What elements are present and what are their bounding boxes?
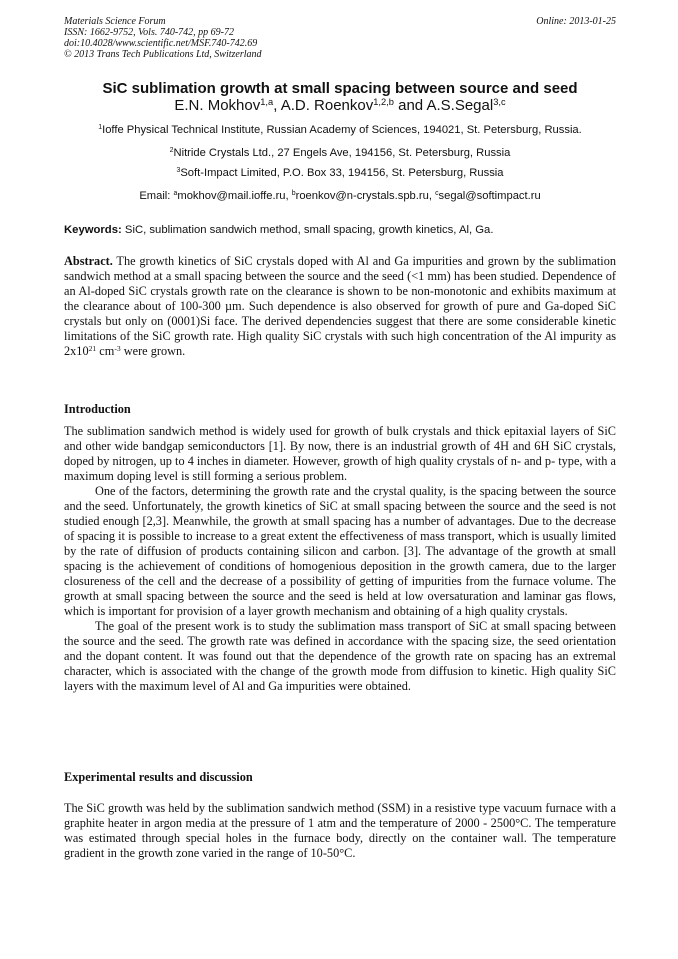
author-name: E.N. Mokhov: [174, 97, 261, 114]
affiliation-marker: 2: [169, 147, 174, 155]
affiliation-text: Nitride Crystals Ltd., 27 Engels Ave, 194156, St. Petersburg, Russia: [173, 147, 511, 159]
journal-name: Materials Science Forum: [64, 16, 166, 27]
author-superscript: 1,2,b: [373, 96, 394, 107]
email-address: mokhov@mail.ioffe.ru,: [177, 190, 292, 202]
author-name: A.D. Roenkov: [280, 97, 374, 114]
journal-info: [64, 16, 616, 60]
paragraph: One of the factors, determining the growth rate and the crystal quality, is the spacing between the source and the seed. Unfortunately, the growth kinetics of SiC at small spacing between the source and the seed is not studied enough [2,3]. Meanwhile, the growth at small spacing has a number of advantages. Due to the decrease of spacing it is possible to increase to a great extent the effectiveness of mass transport, which is usually limited by the rate of diffusion of products containing silicon and carbon. [3]. The advantage of the growth at small spacing is the achievement of conditions of homogenious deposition in the growth camera, due to the larger closureness of the cell and the decrease of a possibility of getting of impurities from the furnace volume. The growth at small spacing between the source and the seed is held at low oversaturation and laminar gas flows, which is important for provision of a layer growth mechanism and obtaining of a high quality crystals.: [64, 484, 616, 618]
affiliation: [40, 124, 640, 138]
email-address: roenkov@n-crystals.spb.ru,: [295, 190, 436, 202]
author-name: A.S.Segal: [426, 97, 494, 114]
author-separator: and: [393, 97, 427, 114]
affiliation-text: Soft-Impact Limited, P.O. Box 33, 194156, St. Petersburg, Russia: [180, 167, 504, 179]
affiliation-marker: 1: [98, 124, 103, 132]
author-separator: ,: [273, 97, 281, 114]
online-date: Online: 2013-01-25: [536, 16, 616, 27]
issn-line: ISSN: 1662-9752, Vols. 740-742, pp 69-72: [64, 27, 234, 38]
affiliation-text: Ioffe Physical Technical Institute, Russian Academy of Sciences, 194021, St. Petersburg, Russia.: [102, 124, 582, 136]
affiliation-marker: 3: [176, 167, 181, 175]
abstract-label: Abstract.: [64, 254, 113, 268]
keywords-label: Keywords:: [64, 224, 122, 236]
email-marker: a: [173, 190, 178, 198]
email-marker: b: [291, 190, 296, 198]
paper-title: SiC sublimation growth at small spacing between source and seed: [102, 80, 578, 97]
abstract: [64, 254, 616, 360]
email-address: segal@softimpact.ru: [438, 190, 541, 202]
abstract-text: cm: [96, 344, 115, 358]
abstract-text: were grown.: [120, 344, 186, 358]
paragraph: The goal of the present work is to study the sublimation mass transport of SiC at small spacing between the source and the seed. The growth rate was defined in accordance with the spacing size, the seed orientation and the dopant content. It was found out that the dependence of the growth rate on spacing has an extremal character, which is associated with the change of the growth mode from diffusion to kinetic. High quality SiC layers with the maximum level of Al and Ga impurities were obtained.: [64, 619, 616, 693]
author-superscript: 1,a: [260, 96, 274, 107]
keywords: [64, 224, 616, 237]
experimental-body: [64, 801, 616, 861]
section-heading: Experimental results and discussion: [64, 770, 253, 784]
section-heading: Introduction: [64, 402, 131, 416]
affiliation: [40, 147, 640, 161]
paragraph: The sublimation sandwich method is widely used for growth of bulk crystals and thick epitaxial layers of SiC and other wide bandgap semiconductors [1]. By now, there is an industrial growth of 4H and 6H SiC crystals, doped by nitrogen, up to 4 inches in diameter. However, growth of high quality crystals of n- and p- type, with a maximum doping level is still forming a serious problem.: [64, 424, 616, 483]
copyright-line: © 2013 Trans Tech Publications Ltd, Switzerland: [64, 49, 262, 60]
email-label: Email:: [139, 190, 174, 202]
email-marker: c: [435, 190, 439, 198]
email-line: [40, 190, 640, 204]
author-superscript: 3,c: [493, 96, 506, 107]
exponent: -3: [114, 343, 121, 353]
journal-header: [64, 16, 616, 60]
exponent: 21: [88, 343, 97, 353]
paragraph: The SiC growth was held by the sublimation sandwich method (SSM) in a resistive type vacuum furnace with a graphite heater in argon media at the pressure of 1 atm and the temperature of 2000 - 2500°C. The temperature was estimated through special holes in the furnace body, directly on the container wall. The temperature gradient in the growth zone varied in the range of 10-50°C.: [64, 801, 616, 860]
abstract-text: The growth kinetics of SiC crystals doped with Al and Ga impurities and grown by the sublimation sandwich method at a small spacing between the source and the seed (<1 mm) has been studied. Dependence of an Al-doped SiC crystals growth rate on the clearance is shown to be non-monotonic and exhibits maximum at the clearance about of 100-300 µm. Such dependence is also observed for growth of pure and Ga-doped SiC crystals but only on (0001)Si face. The derived dependencies suggest that there are some considerable kinetic limitations of the SiC growth rate. High quality SiC crystals with such high concentration of the Al impurity as 2x10: [64, 254, 616, 358]
doi-line: doi:10.4028/www.scientific.net/MSF.740-742.69: [64, 38, 258, 49]
author-list: [64, 97, 616, 116]
keywords-text: SiC, sublimation sandwich method, small spacing, growth kinetics, Al, Ga.: [121, 224, 494, 236]
abstract-paragraph: [64, 254, 616, 360]
introduction-body: [64, 424, 616, 694]
affiliation: [40, 167, 640, 181]
